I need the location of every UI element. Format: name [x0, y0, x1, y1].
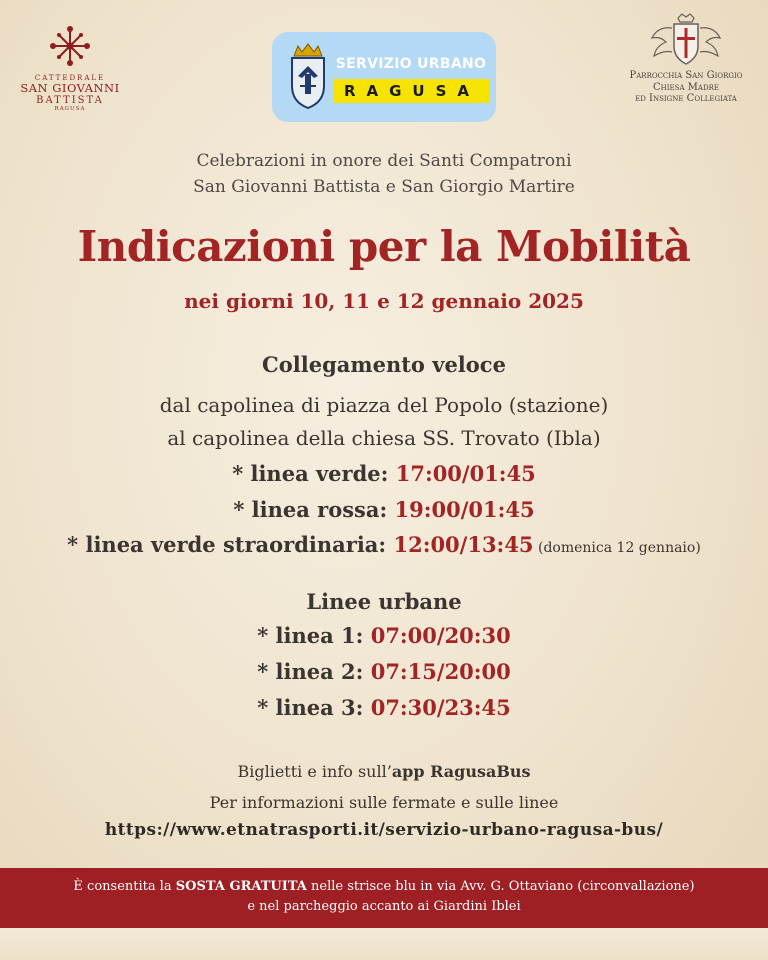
line-time: 12:00/13:45: [393, 532, 534, 557]
ragusa-crest-icon: [288, 42, 328, 112]
banner-text: nelle strisce blu in via Avv. G. Ottaviano (circonvallazione): [306, 879, 695, 894]
tickets-info: [0, 762, 768, 781]
banner-text: È consentita la: [73, 879, 176, 894]
info-url-link[interactable]: https://www.etnatrasporti.it/servizio-urbano-ragusa-bus/: [104, 820, 664, 840]
line-label: * linea 3:: [257, 695, 371, 720]
servizio-urbano-logo: [272, 32, 496, 122]
schedule-line: [0, 623, 768, 648]
logo-text: CATTEDRALE: [34, 74, 106, 82]
line-label: * linea 1:: [257, 623, 371, 648]
line-label: * linea verde straordinaria:: [67, 532, 394, 557]
saint-george-emblem-icon: [646, 12, 726, 66]
logo-text: RAGUSA: [54, 106, 86, 112]
logo-text: SAN GIOVANNI: [20, 81, 120, 95]
route-to: al capolinea della chiesa SS. Trovato (Ibla): [167, 426, 601, 450]
schedule-line: [0, 659, 768, 684]
line-label: * linea rossa:: [233, 497, 395, 522]
schedule-line: [0, 532, 768, 557]
footer-strip: [0, 928, 768, 960]
schedule-line: [0, 695, 768, 720]
logo-text: BATTISTA: [36, 95, 104, 106]
line-time: 07:00/20:30: [370, 623, 511, 648]
section-heading-urban: Linee urbane: [306, 589, 462, 614]
schedule-line: [0, 497, 768, 522]
app-name: app RagusaBus: [391, 762, 531, 781]
logo-title: SERVIZIO URBANO: [335, 56, 487, 72]
event-dates: nei giorni 10, 11 e 12 gennaio 2025: [184, 289, 584, 313]
line-time: 19:00/01:45: [394, 497, 535, 522]
tickets-text: Biglietti e info sull’: [237, 762, 392, 781]
route-from: dal capolinea di piazza del Popolo (stazione): [159, 393, 609, 417]
banner-highlight: SOSTA GRATUITA: [175, 879, 307, 894]
ornamental-cross-icon: [48, 24, 92, 68]
line-note: (domenica 12 gennaio): [533, 540, 701, 556]
line-label: * linea 2:: [257, 659, 371, 684]
line-time: 17:00/01:45: [395, 461, 536, 486]
stops-info: Per informazioni sulle fermate e sulle linee: [209, 793, 559, 812]
parrocchia-logo: [614, 12, 758, 105]
logo-text: Parrocchia San Giorgio: [629, 70, 743, 81]
banner-line: [0, 877, 768, 897]
line-time: 07:30/23:45: [370, 695, 511, 720]
logo-subtitle: RAGUSA: [334, 79, 490, 103]
schedule-line: [0, 461, 768, 486]
line-time: 07:15/20:00: [370, 659, 511, 684]
section-heading-fast-link: Collegamento veloce: [262, 352, 506, 377]
cattedrale-logo: [18, 24, 122, 112]
banner-line: e nel parcheggio accanto ai Giardini Iblei: [247, 899, 521, 914]
logo-text: Chiesa Madre: [653, 81, 719, 93]
line-label: * linea verde:: [232, 461, 396, 486]
intro-line: Celebrazioni in onore dei Santi Compatroni: [196, 151, 572, 171]
logo-text: ed Insigne Collegiata: [635, 93, 737, 104]
parking-banner: [0, 868, 768, 928]
page-title: Indicazioni per la Mobilità: [77, 222, 691, 271]
intro-line: San Giovanni Battista e San Giorgio Martire: [193, 177, 575, 197]
